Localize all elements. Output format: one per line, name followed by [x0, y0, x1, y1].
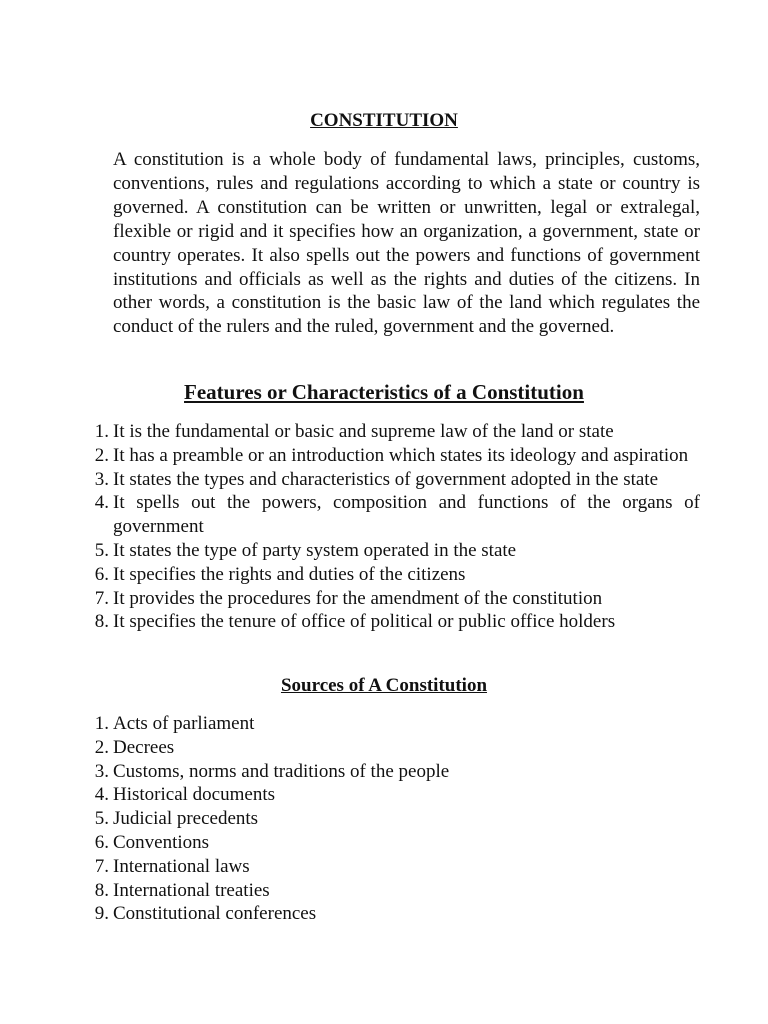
list-item-text: Acts of parliament — [113, 713, 255, 734]
list-number: 7. — [94, 855, 109, 877]
sources-list-item — [94, 783, 700, 807]
sources-list-item — [94, 855, 700, 879]
features-list-item — [94, 563, 700, 587]
list-number: 1. — [94, 713, 109, 734]
list-number: 7. — [94, 587, 109, 609]
list-number: 2. — [94, 444, 109, 466]
list-number: 2. — [94, 736, 109, 758]
sources-list-item — [94, 712, 700, 736]
list-item-text: Customs, norms and traditions of the people — [113, 760, 450, 782]
list-number: 3. — [94, 468, 109, 490]
list-item-text: It has a preamble or an introduction which states its ideology and aspiration — [113, 444, 689, 466]
features-list-item — [94, 587, 700, 611]
list-item-text: It spells out the powers, composition and functions of the organs of government — [113, 492, 700, 538]
list-number: 9. — [94, 903, 109, 925]
list-item-text: It provides the procedures for the amendment of the constitution — [113, 587, 603, 609]
features-list-item — [94, 539, 700, 563]
list-item-text: It states the types and characteristics of government adopted in the state — [113, 468, 659, 490]
list-item-text: Constitutional conferences — [113, 903, 317, 925]
list-number: 4. — [94, 492, 109, 514]
features-list-item — [94, 610, 700, 634]
list-item-text: Decrees — [113, 736, 175, 758]
list-number: 5. — [94, 808, 109, 830]
list-number: 8. — [94, 611, 109, 633]
list-number: 4. — [94, 784, 109, 806]
sources-list-item — [94, 902, 700, 926]
features-list — [94, 420, 700, 634]
features-list-item — [94, 468, 700, 492]
list-item-text: International treaties — [113, 879, 270, 901]
sources-heading: Sources of A Constitution — [280, 675, 488, 696]
list-number: 6. — [94, 563, 109, 585]
intro-paragraph: A constitution is a whole body of fundamental laws, principles, customs, conventions, rules and regulations according to which a state or country is governed. A constitution can be written or unwritten, legal or extralegal, flexible or rigid and it specifies how an organization, a government, state or country operates. It also spells out the powers and functions of government institutions and officials as well as the rights and duties of the citizens. In other words, a constitution is the basic law of the land which regulates the conduct of the rulers and the ruled, government and the governed. — [113, 149, 700, 338]
sources-list-item — [94, 831, 700, 855]
list-item-text: Historical documents — [113, 784, 275, 806]
sources-list-item — [94, 807, 700, 831]
features-list-item — [94, 444, 700, 468]
list-item-text: Conventions — [113, 831, 210, 853]
features-heading: Features or Characteristics of a Constitution — [184, 380, 584, 404]
list-number: 3. — [94, 760, 109, 782]
features-list-item — [94, 491, 700, 539]
list-number: 6. — [94, 831, 109, 853]
sources-list-item — [94, 879, 700, 903]
sources-list — [94, 712, 700, 926]
sources-list-item — [94, 760, 700, 784]
list-item-text: Judicial precedents — [113, 808, 259, 830]
list-item-text: It specifies the tenure of office of political or public office holders — [113, 611, 616, 633]
sources-list-item — [94, 736, 700, 760]
list-item-text: International laws — [113, 855, 250, 877]
list-item-text: It specifies the rights and duties of the citizens — [113, 563, 466, 585]
list-item-text: It states the type of party system operated in the state — [113, 539, 517, 561]
page-title: CONSTITUTION — [310, 110, 458, 131]
list-number: 5. — [94, 539, 109, 561]
list-number: 1. — [94, 421, 109, 442]
list-item-text: It is the fundamental or basic and supreme law of the land or state — [113, 421, 614, 442]
features-list-item — [94, 420, 700, 444]
list-number: 8. — [94, 879, 109, 901]
